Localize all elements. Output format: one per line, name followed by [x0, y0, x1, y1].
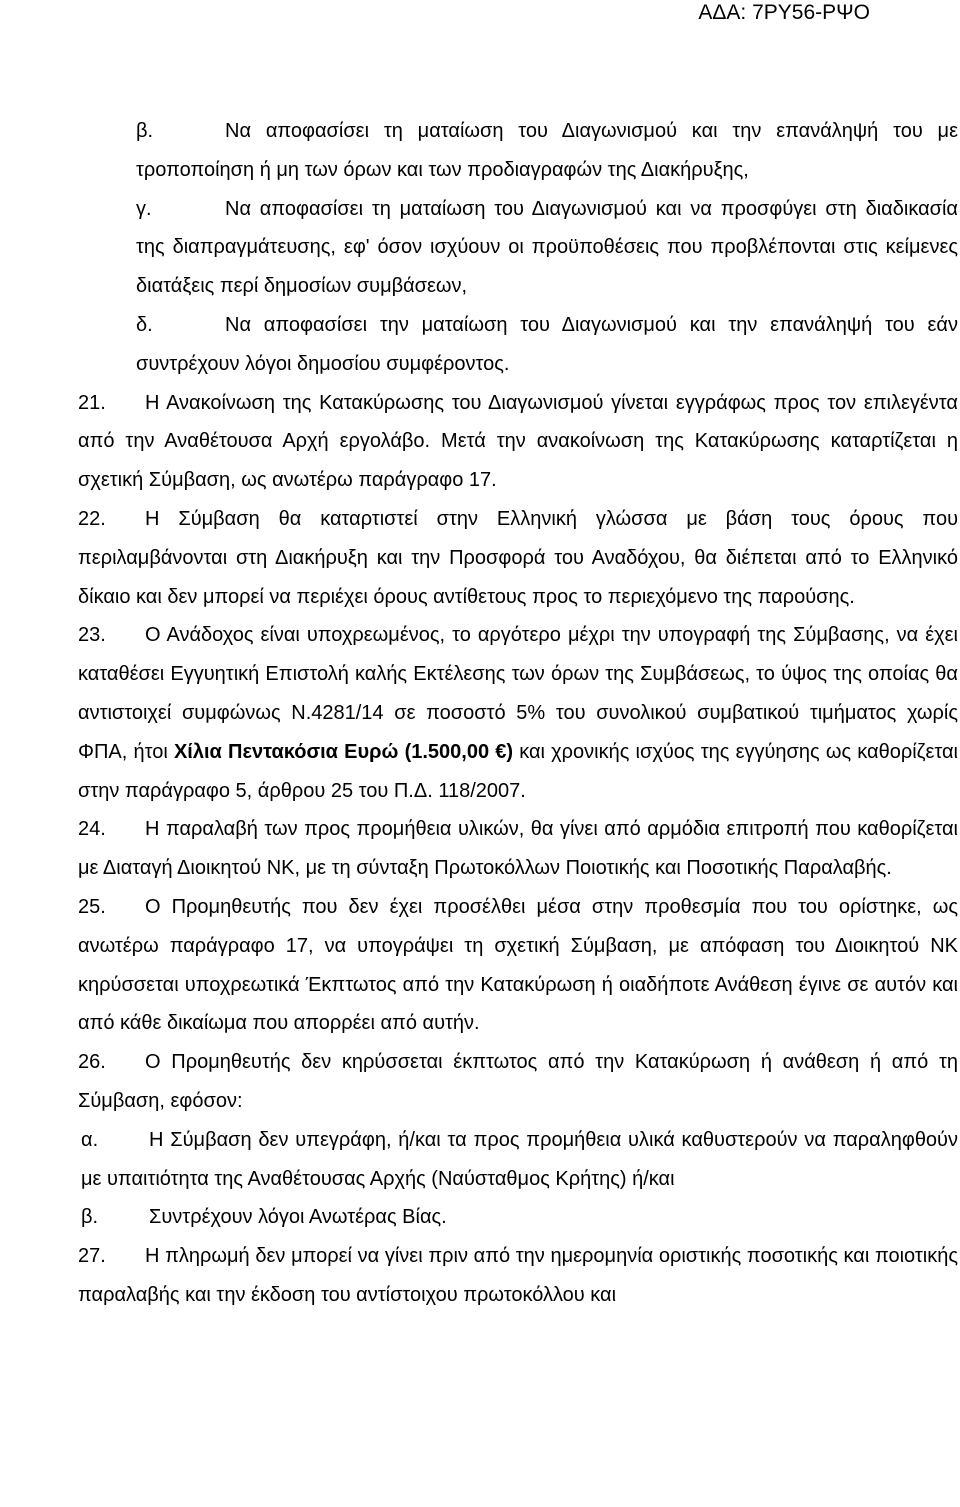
- paragraph-26a: [6, 1121, 958, 1199]
- item-number: β.: [136, 120, 154, 142]
- paragraph-text: Η Σύμβαση δεν υπεγράφη, ή/και τα προς προμήθεια υλικά καθυστερούν να παραληφθούν με υπαιτιότητα της Αναθέτουσας Αρχής (Ναύσταθμος Κρήτης) ή/και: [81, 1128, 958, 1190]
- document-body: [6, 112, 958, 1315]
- paragraph-text: Η Ανακοίνωση της Κατακύρωσης του Διαγωνισμού γίνεται εγγράφως προς τον επιλεγέντα από την Αναθέτουσα Αρχή εργολάβο. Μετά την ανακοίνωση της Κατακύρωσης καταρτίζεται η σχετική Σύμβαση, ως ανωτέρω παράγραφο 17.: [78, 391, 958, 492]
- item-number: 22.: [78, 507, 106, 530]
- paragraph-text: Να αποφασίσει τη ματαίωση του Διαγωνισμού και την επανάληψή του με τροποποίηση ή μη των όρων και των προδιαγραφών της Διακήρυξης,: [136, 120, 958, 181]
- item-number: 23.: [78, 624, 106, 647]
- paragraph-text: και χρονικής ισχύος της εγγύησης ως καθορίζεται στην παράγραφο 5, άρθρου 25 του Π.Δ. 118/2007.: [78, 740, 958, 802]
- paragraph-text: Η πληρωμή δεν μπορεί να γίνει πριν από την ημερομηνία οριστικής ποσοτικής και ποιοτικής παραλαβής και την έκδοση του αντίστοιχου πρωτοκόλλου και: [78, 1245, 958, 1306]
- paragraph-25: [6, 888, 958, 1043]
- paragraph-26: [6, 1043, 958, 1121]
- item-number: 26.: [78, 1051, 106, 1074]
- item-number: 21.: [78, 391, 106, 414]
- guarantee-amount: Χίλια Πεντακόσια Ευρώ (1.500,00 €): [173, 740, 514, 763]
- paragraph-text: Ο Προμηθευτής που δεν έχει προσέλθει μέσα στην προθεσμία που του ορίστηκε, ως ανωτέρω παράγραφο 17, να υπογράψει τη σχετική Σύμβαση, με απόφαση του Διοικητού ΝΚ κηρύσσεται υποχρεωτικά Έκπτωτος από την Κατακύρωση ή οιαδήποτε Ανάθεση έγινε σε αυτόν και από κάθε δικαίωμα που απορρέει από αυτήν.: [78, 895, 958, 1035]
- ada-header: ΑΔΑ: 7ΡΥ56-ΡΨΟ: [698, 1, 870, 24]
- paragraph-27: [6, 1237, 958, 1315]
- paragraph-text: Να αποφασίσει την ματαίωση του Διαγωνισμού και την επανάληψή του εάν συντρέχουν λόγοι δημοσίου συμφέροντος.: [136, 313, 958, 375]
- paragraph-text: Να αποφασίσει τη ματαίωση του Διαγωνισμού και να προσφύγει στη διαδικασία της διαπραγμάτευσης, εφ' όσον ισχύουν οι προϋποθέσεις που προβλέπονται στις κείμενες διατάξεις περί δημοσίων συμβάσεων,: [136, 197, 958, 298]
- paragraph-21: [6, 384, 958, 500]
- paragraph-text: Ο Ανάδοχος είναι υποχρεωμένος, το αργότερο μέχρι την υπογραφή της Σύμβασης, να έχει καταθέσει Εγγυητική Επιστολή καλής Εκτέλεσης των όρων της Συμβάσεως, το ύψος της οποίας θα αντιστοιχεί συμφώνως Ν.4281/14 σε ποσοστό 5% του συνολικού συμβατικού τιμήματος χωρίς ΦΠΑ, ήτοι: [78, 624, 958, 763]
- paragraph-text: Η Σύμβαση θα καταρτιστεί στην Ελληνική γλώσσα με βάση τους όρους που περιλαμβάνονται στη Διακήρυξη και την Προσφορά του Αναδόχου, θα διέπεται από το Ελληνικό δίκαιο και δεν μπορεί να περιέχει όρους αντίθετους προς το περιεχόμενο της παρούσης.: [78, 507, 958, 608]
- paragraph-b: [6, 112, 958, 190]
- paragraph-24: [6, 810, 958, 888]
- item-number: 24.: [78, 818, 106, 841]
- item-number: 27.: [78, 1245, 106, 1268]
- item-number: γ.: [136, 197, 152, 220]
- item-number: 25.: [78, 895, 106, 918]
- paragraph-d: [6, 306, 958, 384]
- paragraph-23: [6, 616, 958, 810]
- paragraph-text: Ο Προμηθευτής δεν κηρύσσεται έκπτωτος από την Κατακύρωση ή ανάθεση ή από τη Σύμβαση, εφόσον:: [78, 1051, 958, 1112]
- paragraph-text: Συντρέχουν λόγοι Ανωτέρας Βίας.: [149, 1206, 447, 1229]
- item-number: α.: [81, 1128, 99, 1151]
- item-number: β.: [81, 1206, 99, 1229]
- paragraph-26b: [6, 1198, 958, 1237]
- paragraph-c: [6, 190, 958, 306]
- item-number: δ.: [136, 313, 153, 336]
- paragraph-text: Η παραλαβή των προς προμήθεια υλικών, θα γίνει από αρμόδια επιτροπή που καθορίζεται με Διαταγή Διοικητού ΝΚ, με τη σύνταξη Πρωτοκόλλων Ποιοτικής και Ποσοτικής Παραλαβής.: [78, 818, 958, 880]
- paragraph-22: [6, 500, 958, 616]
